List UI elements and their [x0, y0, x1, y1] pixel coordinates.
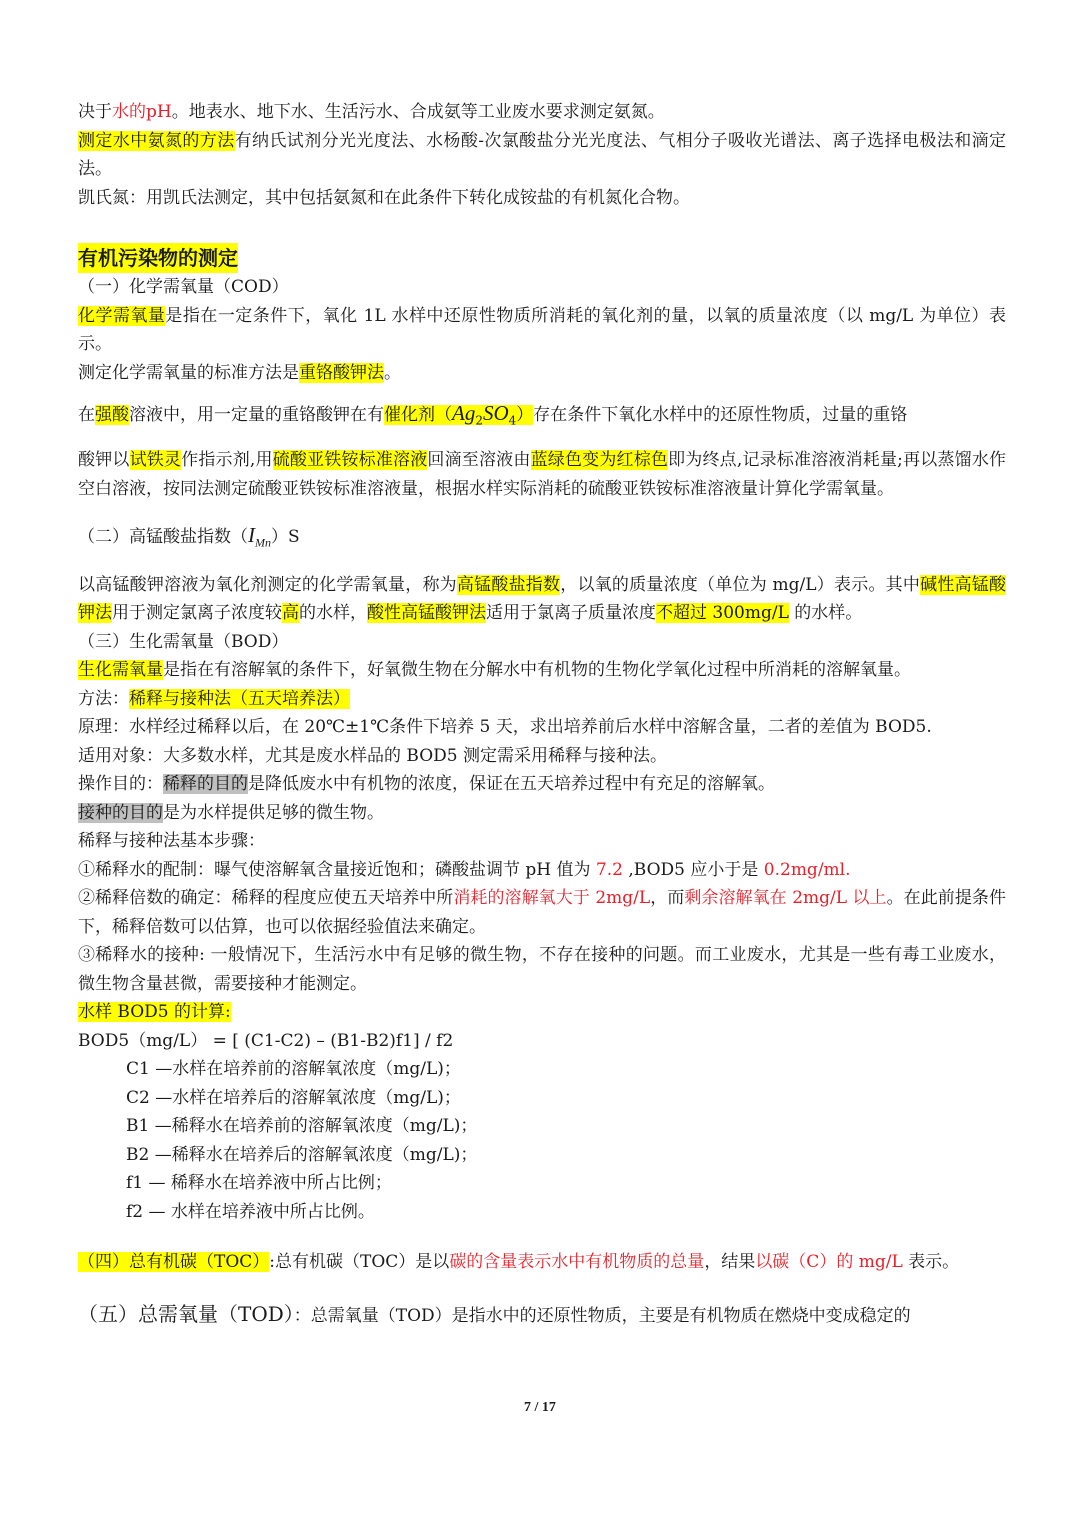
paragraph-bod-definition [78, 656, 1006, 685]
highlighted-term: 重铬酸钾法 [299, 362, 384, 383]
text: 原理：水样经过稀释以后，在 20℃±1℃条件下培养 5 天，求出培养前后水样中溶解含量，二者的差值为 BOD5. [78, 717, 932, 738]
paragraph-bod-principle [78, 713, 1006, 742]
cod-title [78, 273, 1006, 302]
page-content [78, 98, 1006, 1330]
definition-f1: f1 — 稀释水在培养液中所占比例； [126, 1173, 392, 1194]
imn-title [78, 517, 1006, 560]
text: 溶液中，用一定量的重铬酸钾在有 [129, 405, 384, 425]
highlighted-term: 水样 BOD5 的计算: [78, 1002, 231, 1023]
text: 。地表水、地下水、生活污水、合成氨等工业废水要求测定氨氮。 [171, 102, 665, 122]
definition-c2: C2 —水样在培养后的溶解氧浓度（mg/L)； [126, 1087, 461, 1108]
text: 是指在一定条件下，氧化 1L 水样中还原性物质所消耗的氧化剂的量，以氧的质量浓度（以 mg/L 为单位）表示。 [78, 305, 1007, 354]
tod-title: （五）总需氧量（TOD） [78, 1301, 294, 1326]
paragraph-imn [78, 571, 1006, 628]
text: 作指示剂,用 [181, 450, 273, 471]
highlighted-term: 生化需氧量 [78, 660, 163, 681]
paragraph-cod-definition [78, 302, 1006, 359]
text: 是指在有溶解氧的条件下，好氧微生物在分解水中有机物的生物化学氧化过程中所消耗的溶解氧量。 [163, 660, 911, 681]
formula-symbol: Ag [452, 401, 476, 425]
text: 适用于氯离子质量浓度 [486, 603, 656, 624]
paragraph-bod-inoculation [78, 799, 1006, 828]
text: 操作目的： [78, 774, 163, 795]
paragraph-step-1 [78, 856, 1006, 885]
red-text: 7.2 [595, 859, 623, 880]
highlighted-term: 蓝绿色变为红棕色 [530, 450, 669, 471]
paragraph-bod-purpose [78, 770, 1006, 799]
text: ①稀释水的配制：曝气使溶解氧含量接近饱和；磷酸盐调节 pH 值为 [78, 859, 596, 880]
text: 。 [384, 362, 401, 383]
text: ）S [271, 527, 300, 548]
highlighted-term: 高 [282, 603, 299, 624]
text: ：总需氧量（TOD）是指水中的还原性物质，主要是有机物质在燃烧中变成稳定的 [293, 1305, 911, 1326]
paragraph-bod-method [78, 685, 1006, 714]
text: 在 [78, 405, 95, 425]
text: 方法： [78, 688, 129, 709]
calc-title [78, 998, 1006, 1027]
text: :总有机碳（TOC）是以 [269, 1252, 450, 1273]
text: （一）化学需氧量（COD） [78, 277, 289, 297]
paragraph-toc [78, 1248, 1006, 1277]
text: ） [516, 405, 534, 425]
paragraph-bod-scope [78, 742, 1006, 771]
text: 凯氏氮：用凯氏法测定，其中包括氨氮和在此条件下转化成铵盐的有机氮化合物。 [78, 187, 690, 208]
text: ，而 [650, 888, 685, 909]
gray-highlighted-term: 稀释的目的 [163, 774, 248, 795]
bod-formula [78, 1027, 1006, 1056]
text: 是为水样提供足够的微生物。 [163, 802, 384, 823]
formula-symbol: SO [482, 401, 509, 425]
paragraph-cod-procedure-1 [78, 395, 1006, 438]
bod-title [78, 628, 1006, 657]
text: （二）高锰酸盐指数（ [78, 527, 248, 548]
text: 适用对象：大多数水样，尤其是废水样品的 BOD5 测定需采用稀释与接种法。 [78, 745, 667, 766]
highlighted-term: 稀释与接种法（五天培养法） [129, 688, 350, 709]
highlighted-term: 酸性高锰酸钾法 [367, 603, 486, 624]
text: 的水样。 [788, 603, 863, 624]
text: 即为终点,记录标准溶液消耗量;再以蒸馏水作空白溶液，按同法测定硫酸亚铁铵标准溶液量，根据水样实际消耗的硫酸亚铁铵标准溶液量计算化学需氧量。 [78, 450, 1007, 499]
catalyst-highlight [384, 401, 534, 428]
text: ，结果 [704, 1252, 756, 1273]
text: ，以氧的质量浓度（单位为 mg/L）表示。其中 [560, 574, 921, 595]
highlighted-term: 测定水中氨氮的方法 [78, 130, 235, 151]
text: 。在此前提条件下，稀释倍数可以估算，也可以依据经验值法来确定。 [78, 888, 1006, 937]
text: 用于测定氯离子浓度较 [112, 603, 282, 624]
formula-subscript: Mn [255, 535, 271, 550]
text: 以高锰酸钾溶液为氧化剂测定的化学需氧量，称为 [78, 574, 457, 595]
red-text: 消耗的溶解氧大于 2mg/L [453, 888, 651, 909]
paragraph-tod [78, 1299, 1006, 1331]
definition-b2: B2 —稀释水在培养后的溶解氧浓度（mg/L)； [126, 1144, 478, 1165]
highlighted-term: 不超过 300mg/L [656, 603, 789, 624]
paragraph-bod-steps [78, 827, 1006, 856]
definition-b1: B1 —稀释水在培养前的溶解氧浓度（mg/L)； [126, 1116, 478, 1137]
paragraph-step-3 [78, 941, 1006, 998]
definition-c1: C1 —水样在培养前的溶解氧浓度（mg/L)； [126, 1059, 461, 1080]
highlighted-term: 化学需氧量 [78, 305, 166, 326]
gray-highlighted-term: 接种的目的 [78, 802, 163, 823]
formula: BOD5（mg/L） = [ (C1-C2) – (B1-B2)f1] / f2 [78, 1030, 454, 1051]
text: （三）生化需氧量（BOD） [78, 631, 289, 652]
text: 是降低废水中有机物的浓度，保证在五天培养过程中有充足的溶解氧。 [248, 774, 775, 795]
formula-subscript: 2 [475, 413, 483, 428]
text: 稀释与接种法基本步骤： [78, 831, 265, 852]
text: 有纳氏试剂分光光度法、水杨酸-次氯酸盐分光光度法、气相分子吸收光谱法、离子选择电极法和滴定法。 [78, 130, 1006, 179]
paragraph-step-2 [78, 884, 1006, 941]
text: 催化剂（ [384, 405, 452, 425]
text: ③稀释水的接种: 一般情况下，生活污水中有足够的微生物，不存在接种的问题。而工业废水，尤其是一些有毒工业废水，微生物含量甚微，需要接种才能测定。 [78, 945, 1006, 994]
paragraph-kjeldahl [78, 184, 1006, 213]
text: 酸钾以 [78, 450, 130, 471]
formula-symbol: I [248, 523, 255, 548]
red-text: 碳的含量表示水中有机物质的总量 [449, 1252, 705, 1273]
highlighted-term: 试铁灵 [129, 450, 182, 471]
highlighted-term: （四）总有机碳（TOC） [78, 1252, 270, 1273]
highlighted-term: 硫酸亚铁铵标准溶液 [272, 450, 428, 471]
paragraph-ammonia-intro [78, 98, 1006, 127]
paragraph-cod-procedure-2 [78, 446, 1006, 503]
text: 表示。 [902, 1252, 960, 1273]
text: 的水样， [299, 603, 367, 624]
paragraph-ammonia-methods [78, 127, 1006, 184]
text: 存在条件下氧化水样中的还原性物质，过量的重铬 [533, 405, 908, 425]
text: ②稀释倍数的确定：稀释的程度应使五天培养中所 [78, 888, 454, 909]
definition-f2: f2 — 水样在培养液中所占比例。 [126, 1201, 375, 1222]
section-heading: 有机污染物的测定 [78, 243, 238, 273]
highlighted-term: 高锰酸盐指数 [456, 574, 561, 595]
highlighted-term: 碱性高锰酸钾法 [78, 574, 1007, 624]
paragraph-cod-standard [78, 359, 1006, 388]
highlighted-term: 强酸 [95, 405, 129, 425]
text: 回滴至溶液由 [427, 450, 531, 471]
red-text: 水的pH [112, 102, 172, 122]
page-number: 7 / 17 [524, 1400, 556, 1415]
text: 测定化学需氧量的标准方法是 [78, 362, 299, 383]
red-text: 0.2mg/ml. [763, 859, 851, 880]
text: ,BOD5 应小于是 [622, 859, 764, 880]
text: 决于 [78, 102, 112, 122]
formula-subscript: 4 [508, 413, 517, 428]
red-text: 以碳（C）的 mg/L [755, 1252, 903, 1273]
red-text: 剩余溶解氧在 2mg/L 以上 [684, 888, 887, 909]
